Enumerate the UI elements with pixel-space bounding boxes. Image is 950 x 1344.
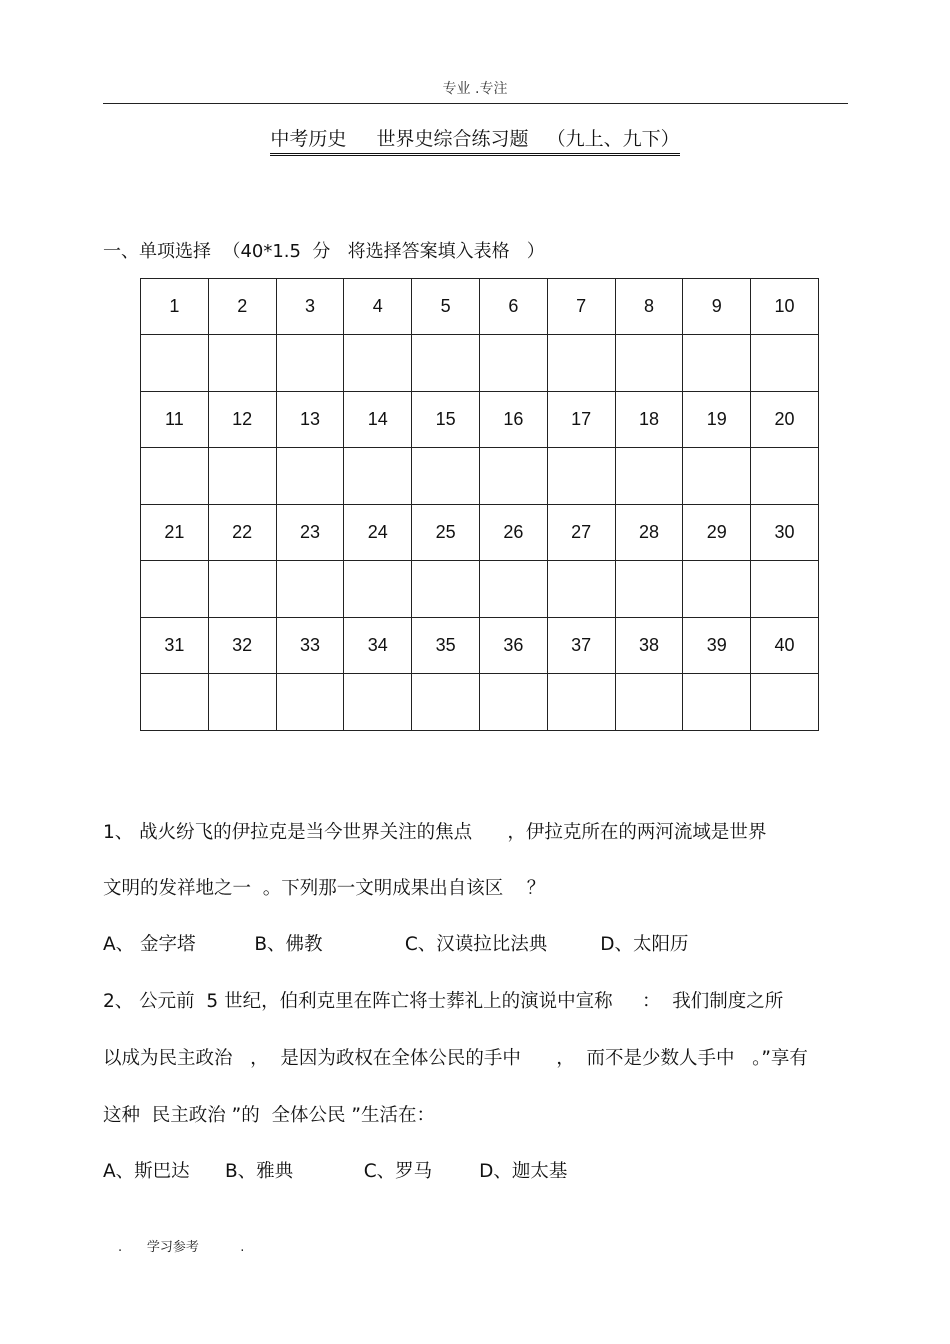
answer-cell[interactable] <box>615 448 683 505</box>
answer-cell[interactable] <box>141 335 209 392</box>
question-number-cell: 14 <box>344 392 412 448</box>
question-number-cell: 35 <box>412 618 480 674</box>
question-number-row <box>141 279 819 335</box>
question-number-row <box>141 392 819 448</box>
answer-cell[interactable] <box>615 335 683 392</box>
answer-cell[interactable] <box>208 335 276 392</box>
answer-cell[interactable] <box>547 335 615 392</box>
question-number-cell: 31 <box>141 618 209 674</box>
question-number-cell: 18 <box>615 392 683 448</box>
question-number-cell: 2 <box>208 279 276 335</box>
question-2-line-2: 以成为民主政治 ， 是因为政权在全体公民的手中 ， 而不是少数人手中 。”享有 <box>103 1048 808 1069</box>
question-2-line-3: 这种 民主政治 ”的 全体公民 ”生活在： <box>103 1105 435 1126</box>
question-1-line-2: 文明的发祥地之一 。下列那一文明成果出自该区 ？ <box>103 878 546 899</box>
document-title-text: 中考历史 世界史综合练习题 （九上、九下） <box>270 128 679 156</box>
answer-cell[interactable] <box>276 674 344 731</box>
question-number-cell: 1 <box>141 279 209 335</box>
answer-cell[interactable] <box>751 448 819 505</box>
answer-cell[interactable] <box>344 561 412 618</box>
question-number-cell: 16 <box>479 392 547 448</box>
answer-cell[interactable] <box>683 448 751 505</box>
answer-cell[interactable] <box>683 335 751 392</box>
answer-cell[interactable] <box>412 674 480 731</box>
answer-table <box>140 278 819 731</box>
question-number-cell: 3 <box>276 279 344 335</box>
answer-cell[interactable] <box>412 561 480 618</box>
question-number-cell: 25 <box>412 505 480 561</box>
answer-cell[interactable] <box>751 335 819 392</box>
question-number-cell: 24 <box>344 505 412 561</box>
question-number-cell: 15 <box>412 392 480 448</box>
answer-cell[interactable] <box>547 561 615 618</box>
question-2-line-1: 2、 公元前 5 世纪，伯利克里在阵亡将士葬礼上的演说中宣称 ： 我们制度之所 <box>103 991 784 1012</box>
question-number-cell: 12 <box>208 392 276 448</box>
answer-cell[interactable] <box>276 448 344 505</box>
question-number-cell: 10 <box>751 279 819 335</box>
question-number-cell: 32 <box>208 618 276 674</box>
header-divider <box>103 103 848 104</box>
answer-cell[interactable] <box>479 448 547 505</box>
question-number-cell: 38 <box>615 618 683 674</box>
question-number-cell: 36 <box>479 618 547 674</box>
question-number-cell: 22 <box>208 505 276 561</box>
answer-row <box>141 674 819 731</box>
question-number-cell: 39 <box>683 618 751 674</box>
question-number-cell: 17 <box>547 392 615 448</box>
question-number-cell: 37 <box>547 618 615 674</box>
answer-cell[interactable] <box>683 674 751 731</box>
answer-cell[interactable] <box>141 674 209 731</box>
answer-cell[interactable] <box>479 335 547 392</box>
question-2-options: A、斯巴达 B、雅典 C、罗马 D、迦太基 <box>103 1161 568 1182</box>
question-number-cell: 40 <box>751 618 819 674</box>
answer-cell[interactable] <box>751 561 819 618</box>
answer-cell[interactable] <box>141 561 209 618</box>
question-number-cell: 13 <box>276 392 344 448</box>
question-number-cell: 19 <box>683 392 751 448</box>
question-number-cell: 6 <box>479 279 547 335</box>
question-number-cell: 9 <box>683 279 751 335</box>
answer-row <box>141 448 819 505</box>
answer-cell[interactable] <box>751 674 819 731</box>
question-number-cell: 4 <box>344 279 412 335</box>
answer-cell[interactable] <box>208 561 276 618</box>
question-number-cell: 7 <box>547 279 615 335</box>
answer-cell[interactable] <box>344 674 412 731</box>
answer-cell[interactable] <box>276 335 344 392</box>
answer-cell[interactable] <box>479 674 547 731</box>
page-header: 专业 .专注 <box>442 81 508 97</box>
question-number-cell: 34 <box>344 618 412 674</box>
question-1-options: A、 金字塔 B、佛教 C、汉谟拉比法典 D、太阳历 <box>103 934 689 955</box>
answer-cell[interactable] <box>683 561 751 618</box>
question-number-cell: 27 <box>547 505 615 561</box>
answer-cell[interactable] <box>615 674 683 731</box>
document-title <box>0 124 950 151</box>
question-number-cell: 33 <box>276 618 344 674</box>
answer-cell[interactable] <box>412 448 480 505</box>
question-number-cell: 8 <box>615 279 683 335</box>
answer-cell[interactable] <box>412 335 480 392</box>
section-heading-single-choice: 一、单项选择 （40*1.5 分 将选择答案填入表格 ） <box>103 241 545 262</box>
answer-cell[interactable] <box>141 448 209 505</box>
question-number-cell: 11 <box>141 392 209 448</box>
question-number-cell: 5 <box>412 279 480 335</box>
answer-cell[interactable] <box>208 448 276 505</box>
answer-cell[interactable] <box>208 674 276 731</box>
question-number-cell: 20 <box>751 392 819 448</box>
answer-row <box>141 335 819 392</box>
question-number-cell: 30 <box>751 505 819 561</box>
answer-cell[interactable] <box>547 674 615 731</box>
page-footer: . 学习参考 . <box>118 1240 245 1255</box>
answer-cell[interactable] <box>547 448 615 505</box>
answer-cell[interactable] <box>344 448 412 505</box>
question-number-row <box>141 618 819 674</box>
answer-cell[interactable] <box>276 561 344 618</box>
question-number-cell: 21 <box>141 505 209 561</box>
question-number-cell: 28 <box>615 505 683 561</box>
answer-row <box>141 561 819 618</box>
answer-cell[interactable] <box>615 561 683 618</box>
question-number-cell: 26 <box>479 505 547 561</box>
question-number-row <box>141 505 819 561</box>
question-1-line-1: 1、 战火纷飞的伊拉克是当今世界关注的焦点 ，伊拉克所在的两河流域是世界 <box>103 822 767 843</box>
answer-cell[interactable] <box>479 561 547 618</box>
answer-cell[interactable] <box>344 335 412 392</box>
question-number-cell: 29 <box>683 505 751 561</box>
question-number-cell: 23 <box>276 505 344 561</box>
